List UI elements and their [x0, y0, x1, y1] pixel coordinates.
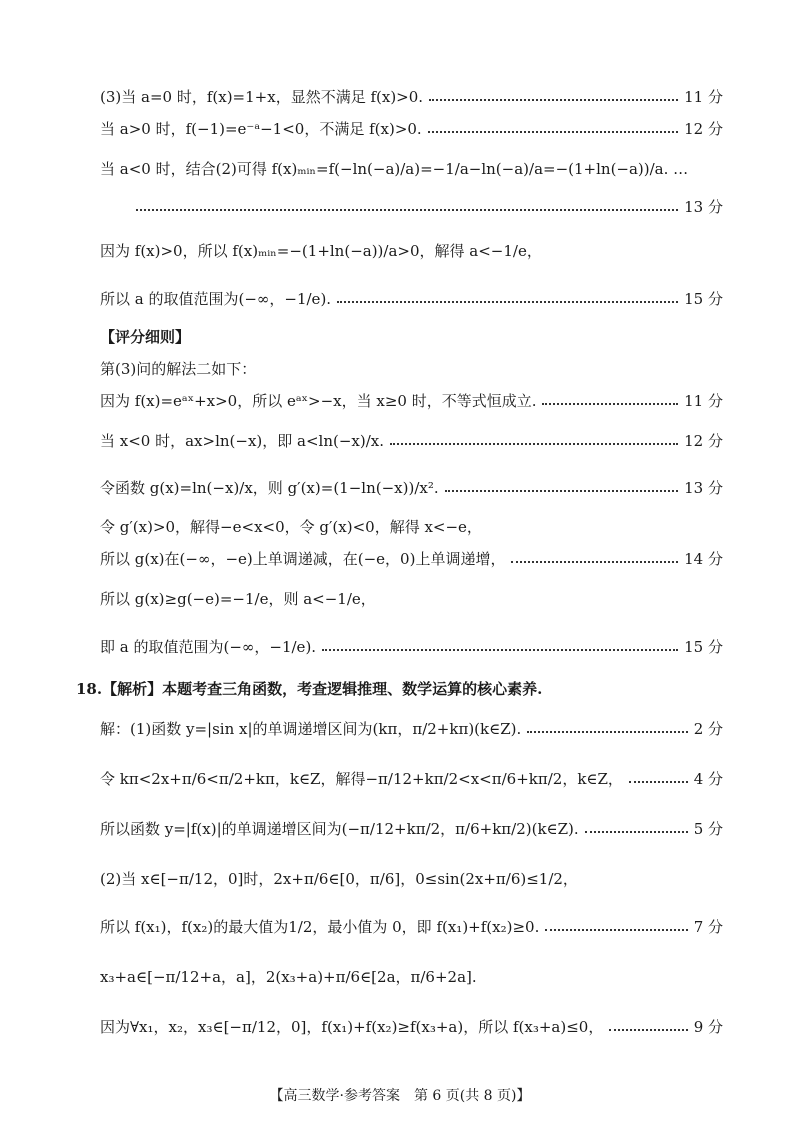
dot-leader: [337, 301, 678, 303]
dot-leader: [322, 649, 678, 651]
dot-leader: [585, 831, 688, 833]
line-score: 7 分: [693, 918, 723, 936]
dot-leader: [429, 99, 678, 101]
line-text: 解：(1)函数 y=|sin x|的单调递增区间为(kπ，π/2+kπ)(k∈Z).: [100, 720, 522, 738]
line-06: [100, 288, 723, 309]
line-17: [100, 718, 723, 739]
dot-leader: [527, 731, 687, 733]
line-score: 11 分: [684, 88, 723, 106]
line-score: 13 分: [684, 198, 723, 216]
line-score: 5 分: [693, 820, 723, 838]
line-12: [100, 516, 723, 537]
line-text: 所以 a 的取值范围为(−∞，−1/e).: [100, 290, 332, 308]
line-text: 18.【解析】本题考查三角函数，考查逻辑推理、数学运算的核心素养.: [76, 680, 543, 698]
line-text: x₃+a∈[−π/12+a，a]，2(x₃+a)+π/6∈[2a，π/6+2a].: [100, 968, 477, 986]
dot-leader: [545, 929, 687, 931]
line-text: 当 a<0 时，结合(2)可得 f(x)ₘᵢₙ=f(−ln(−a)/a)=−1/a−ln(−a)/a=−(1+ln(−a))/a. …: [100, 160, 689, 178]
line-14: [100, 588, 723, 609]
line-03: [100, 158, 723, 179]
line-02: [100, 118, 723, 139]
line-text: 即 a 的取值范围为(−∞，−1/e).: [100, 638, 317, 656]
line-text: 当 x<0 时，ax>ln(−x)，即 a<ln(−x)/x.: [100, 432, 385, 450]
dot-leader: [629, 781, 688, 783]
line-13: [100, 548, 723, 569]
line-text: 所以 f(x₁)，f(x₂)的最大值为1/2，最小值为 0，即 f(x₁)+f(x₂)≥0.: [100, 918, 540, 936]
dot-leader: [390, 443, 678, 445]
line-21: [100, 916, 723, 937]
line-text: 令 kπ<2x+π/6<π/2+kπ，k∈Z，解得−π/12+kπ/2<x<π/6+kπ/2，k∈Z，: [100, 770, 623, 788]
line-text: 令 g′(x)>0，解得−e<x<0，令 g′(x)<0，解得 x<−e，: [100, 518, 482, 536]
line-score: 4 分: [693, 770, 723, 788]
line-15: [100, 636, 723, 657]
line-16-question-18-heading: [76, 678, 699, 699]
dot-leader: [428, 131, 678, 133]
line-text: 第(3)问的解法二如下：: [100, 360, 257, 378]
line-text: 因为 f(x)>0，所以 f(x)ₘᵢₙ=−(1+ln(−a))/a>0，解得 a<−1/e，: [100, 242, 542, 260]
line-23: [100, 1016, 723, 1037]
line-20: [100, 868, 723, 889]
line-11: [100, 477, 723, 498]
dot-leader: [542, 403, 678, 405]
line-07-rubric-heading: [100, 326, 723, 347]
line-text: (3)当 a=0 时，f(x)=1+x，显然不满足 f(x)>0.: [100, 88, 424, 106]
dot-leader: [609, 1029, 687, 1031]
line-score: 13 分: [684, 479, 723, 497]
line-text: 因为∀x₁，x₂，x₃∈[−π/12，0]，f(x₁)+f(x₂)≥f(x₃+a)，所以 f(x₃+a)≤0，: [100, 1018, 604, 1036]
line-text: 当 a>0 时，f(−1)=e⁻ᵃ−1<0，不满足 f(x)>0.: [100, 120, 422, 138]
line-score: 12 分: [684, 120, 723, 138]
dot-leader: [511, 561, 678, 563]
line-score: 2 分: [693, 720, 723, 738]
dot-leader: [445, 490, 679, 492]
line-22: [100, 966, 723, 987]
line-score: 15 分: [684, 290, 723, 308]
line-08: [100, 358, 723, 379]
line-text: (2)当 x∈[−π/12，0]时，2x+π/6∈[0，π/6]，0≤sin(2x+π/6)≤1/2，: [100, 870, 578, 888]
line-04: [100, 196, 723, 217]
line-18: [100, 768, 723, 789]
line-score: 15 分: [684, 638, 723, 656]
line-text: 所以函数 y=|f(x)|的单调递增区间为(−π/12+kπ/2，π/6+kπ/2)(k∈Z).: [100, 820, 579, 838]
line-text: 【评分细则】: [100, 328, 191, 346]
line-01: [100, 86, 723, 107]
line-score: 14 分: [684, 550, 723, 568]
line-text: 所以 g(x)在(−∞，−e)上单调递减，在(−e，0)上单调递增，: [100, 550, 506, 568]
line-score: 12 分: [684, 432, 723, 450]
line-text: 令函数 g(x)=ln(−x)/x，则 g′(x)=(1−ln(−x))/x².: [100, 479, 439, 497]
line-19: [100, 818, 723, 839]
line-text: 因为 f(x)=eᵃˣ+x>0，所以 eᵃˣ>−x，当 x≥0 时，不等式恒成立.: [100, 392, 537, 410]
dot-leader: [136, 209, 678, 211]
line-05: [100, 240, 723, 261]
line-text: 所以 g(x)≥g(−e)=−1/e，则 a<−1/e，: [100, 590, 376, 608]
page-footer: 【高三数学·参考答案 第 6 页(共 8 页)】: [269, 1088, 531, 1104]
line-score: 11 分: [684, 392, 723, 410]
line-09: [100, 390, 723, 411]
line-score: 9 分: [693, 1018, 723, 1036]
line-10: [100, 430, 723, 451]
